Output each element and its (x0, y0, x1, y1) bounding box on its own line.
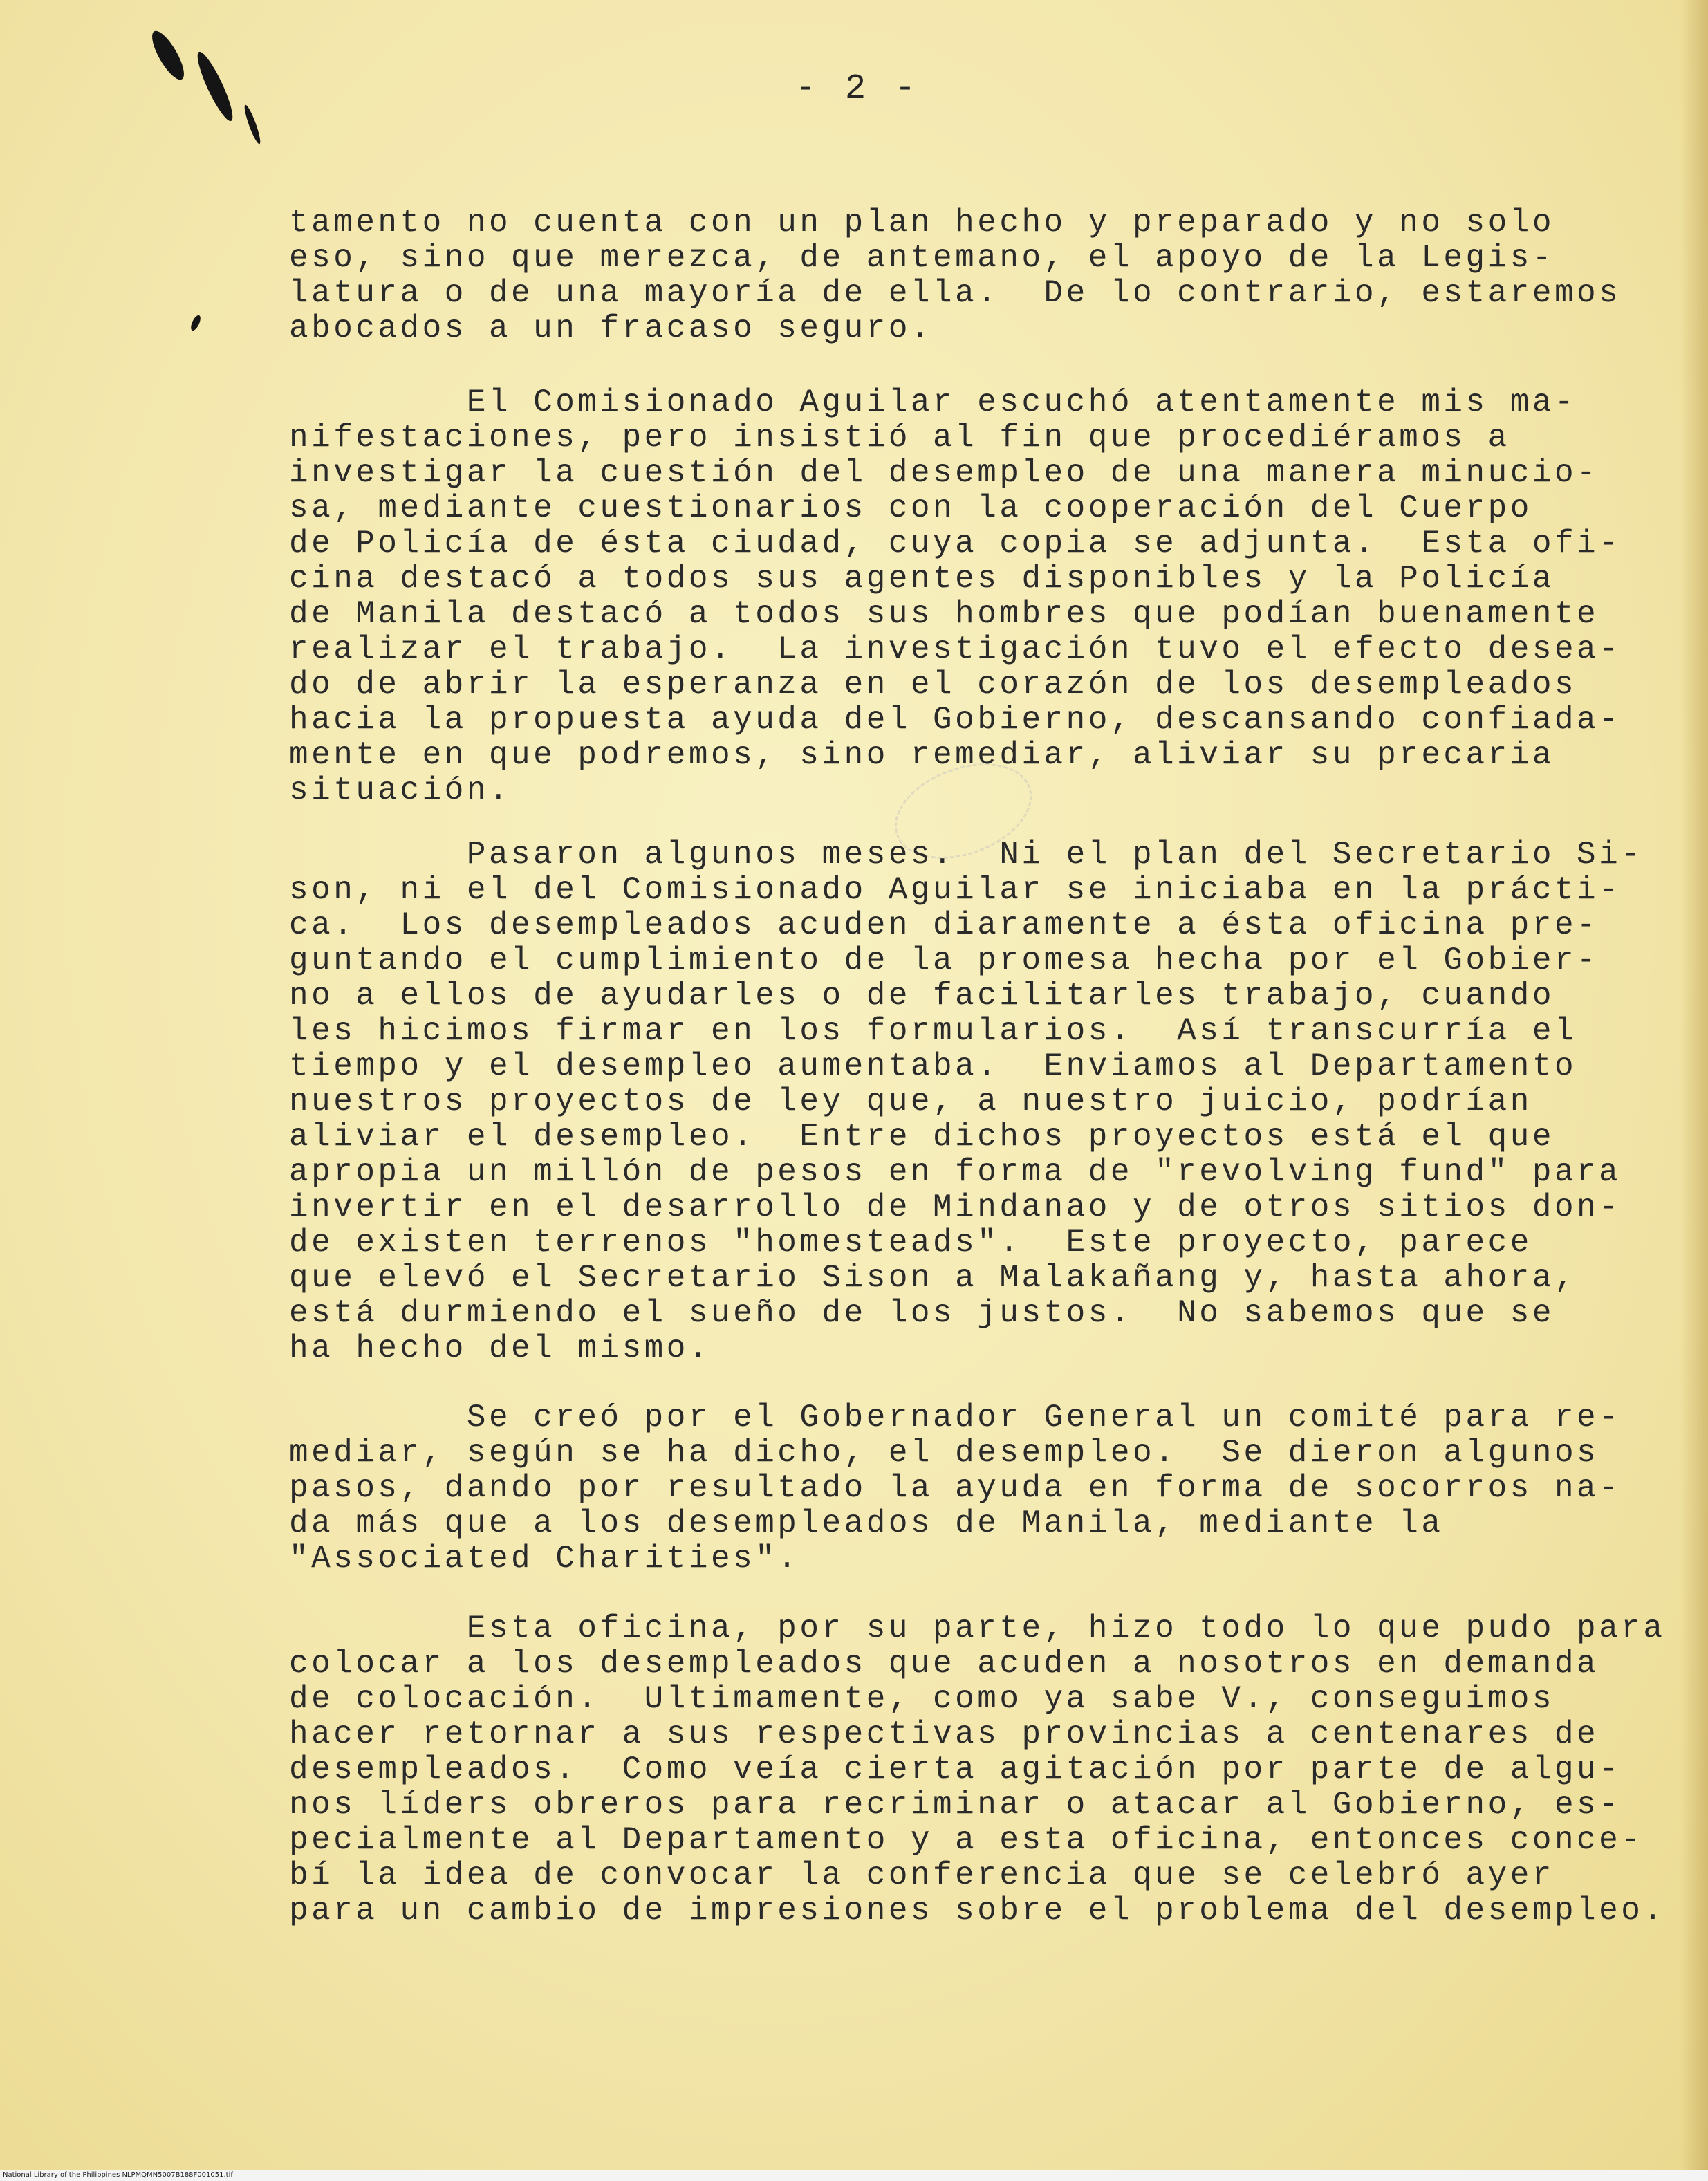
page-number: - 2 - (795, 69, 920, 109)
ink-blot (147, 27, 190, 84)
archive-footer: National Library of the Philippines NLPMQMN5007B188F001051.tif (0, 2170, 1708, 2181)
paragraph-3: Pasaron algunos meses. Ni el plan del Secretario Si- son, ni el del Comisionado Aguilar se iniciaba en la prácti- ca. Los desempleados acuden diaramente a ésta oficina pre- guntando el cumplimiento de la promesa hecha por el Gobier- no a ellos de ayudarles o de facilitarles trabajo, cuando les hicimos firmar en los formularios. Así transcurría el tiempo y el desempleo aumentaba. Enviamos al Departamento nuestros proyectos de ley que, a nuestro juicio, podrían aliviar el desempleo. Entre dichos proyectos está el que apropia un millón de pesos en forma de "revolving fund" para invertir en el desarrollo de Mindanao y de otros sitios don- de existen terrenos "homesteads". Este proyecto, parece que elevó el Secretario Sison a Malakañang y, hasta ahora, está durmiendo el sueño de los justos. No sabemos que se ha hecho del mismo. (289, 837, 1644, 1366)
ink-blot (192, 49, 238, 124)
paragraph-5: Esta oficina, por su parte, hizo todo lo que pudo para colocar a los desempleados que acuden a nosotros en demanda de colocación. Ultimamente, como ya sabe V., conseguimos hacer retornar a sus respectivas provincias a centenares de desempleados. Como veía cierta agitación por parte de algu- nos líders obreros para recriminar o atacar al Gobierno, es- pecialmente al Departamento y a esta oficina, entonces conce- bí la idea de convocar la conferencia que se celebró ayer para un cambio de impresiones sobre el problema del desempleo. (289, 1611, 1666, 1929)
page-edge-shading (1680, 0, 1708, 2171)
paragraph-1: tamento no cuenta con un plan hecho y preparado y no solo eso, sino que merezca, de antemano, el apoyo de la Legis- latura o de una mayoría de ella. De lo contrario, estaremos abocados a un fracaso seguro. (289, 205, 1622, 346)
ink-blot (189, 314, 202, 332)
ink-blot (242, 104, 263, 145)
paragraph-4: Se creó por el Gobernador General un comité para re- mediar, según se ha dicho, el desempleo. Se dieron algunos pasos, dando por resultado la ayuda en forma de socorros na- da más que a los desempleados de Manila, mediante la "Associated Charities". (289, 1400, 1622, 1577)
paragraph-2: El Comisionado Aguilar escuchó atentamente mis ma- nifestaciones, pero insistió al fin que procediéramos a investigar la cuestión del desempleo de una manera minucio- sa, mediante cuestionarios con la cooperación del Cuerpo de Policía de ésta ciudad, cuya copia se adjunta. Esta ofi- cina destacó a todos sus agentes disponibles y la Policía de Manila destacó a todos sus hombres que podían buenamente realizar el trabajo. La investigación tuvo el efecto desea- do de abrir la esperanza en el corazón de los desempleados hacia la propuesta ayuda del Gobierno, descansando confiada- mente en que podremos, sino remediar, aliviar su precaria situación. (289, 384, 1622, 808)
